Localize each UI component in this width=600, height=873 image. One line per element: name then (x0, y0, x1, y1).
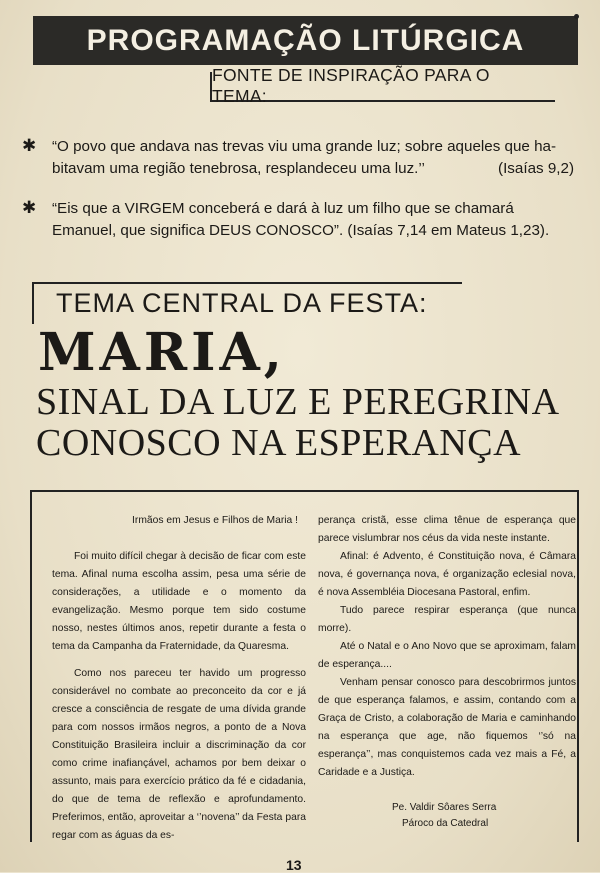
paragraph: Foi muito difícil chegar à decisão de ficar com este tema. Afinal numa escolha assim, pesa uma série de considerações, a utilidade e o momento da evangelização. Mesmo porque tem sido costume nosso, nestes últimos anos, repetir durante a festa o tema da Campanha da Fraternidade, da Quaresma. (52, 551, 306, 652)
quote-isaias (22, 136, 574, 180)
quote-line: “O povo que andava nas trevas viu uma grande luz; sobre aqueles que ha- (52, 138, 557, 155)
salutation: Irmãos em Jesus e Filhos de Maria ! (132, 515, 298, 526)
quote-line: Emanuel, que significa DEUS CONOSCO”. (Isaías 7,14 em Mateus 1,23). (52, 222, 550, 239)
asterisk-bullet-icon: ✱ (22, 136, 37, 155)
title-subtitle-line-1: SINAL DA LUZ E PEREGRINA (36, 381, 560, 423)
paragraph: Até o Natal e o Ano Novo que se aproximam, falam de esperança.... (318, 641, 576, 670)
quote-line: “Eis que a VIRGEM conceberá e dará à luz um filho que se chamará (52, 200, 514, 217)
title-main: MARIA, (38, 322, 286, 383)
title-subtitle-line-2: CONOSCO NA ESPERANÇA (36, 422, 522, 464)
quote-line: bitavam uma região tenebrosa, resplandeceu uma luz.’’ (Isaías 9,2) (52, 158, 574, 180)
fonte-heading-box (210, 65, 555, 106)
signature-role: Pároco da Catedral (402, 818, 489, 829)
corner-dot (574, 14, 579, 19)
quote-mateus (22, 198, 574, 242)
paragraph: perança cristã, esse clima tênue de esperança que parece vislumbrar nos céus da vida neste instante. (318, 515, 576, 544)
tema-heading: TEMA CENTRAL DA FESTA: (32, 282, 462, 324)
paragraph: Afinal: é Advento, é Constituição nova, é Câmara nova, é governança nova, é organização eclesial nova, é nova Assembléia Diocesana Pastoral, enfim. (318, 551, 576, 598)
signature-name: Pe. Valdir Sôares Serra (392, 802, 497, 813)
article-column-right (318, 512, 576, 782)
paragraph: Tudo parece respirar esperança (que nunca morre). (318, 605, 576, 634)
banner-title: PROGRAMAÇÃO LITÚRGICA (86, 23, 525, 57)
paragraph: Venham pensar conosco para descobrirmos juntos de que esperança falamos, e assim, contando com a Graça de Cristo, a colaboração de Maria e caminhando na esperança que age, não fiquemos ‘’só na esperança’’, mas conquistemos cada vez mais a Fé, a Caridade e a Justiça. (318, 677, 576, 778)
fonte-heading: FONTE DE INSPIRAÇÃO PARA O TEMA: (212, 65, 490, 106)
quote-reference: (Isaías 9,2) (498, 160, 574, 177)
page-banner (33, 16, 578, 65)
asterisk-bullet-icon: ✱ (22, 198, 37, 217)
paragraph: Como nos pareceu ter havido um progresso considerável no combate ao preconceito da cor e já cresce a consciência de resgate de uma dívida grande para com nossos irmãos negros, a ponto de a Nova Constituição Brasileira incluir a discriminação da cor como crime inafiançável, achamos por bem deixar o assunto, mais para exercício prático da fé e cidadania, do que de tema de reflexão e aprofundamento. Preferimos, então, aproveitar a ‘’novena’’ da Festa para regar com as águas da es- (52, 668, 306, 841)
page-number: 13 (286, 857, 302, 873)
article-column-left (52, 512, 306, 845)
signature (392, 800, 496, 832)
